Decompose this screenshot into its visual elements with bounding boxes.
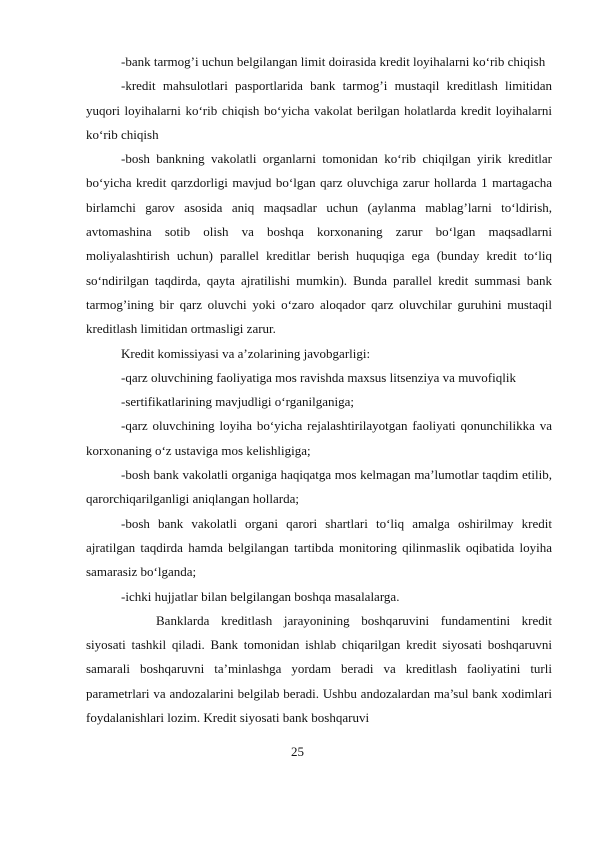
list-item-license: -qarz oluvchining faoliyatiga mos ravishda maxsus litsenziya va muvofiqlik — [121, 369, 516, 385]
page-number: 25 — [291, 744, 304, 759]
list-item-decision-conditions: -bosh bank vakolatli organi qarori shartlari to‘liq amalga oshirilmay kredit ajratilgan taqdirda hamda belgilangan tartibda monitoring qilinmaslik oqibatida loyiha samarasiz bo‘lganda; — [86, 515, 552, 580]
list-item-internal-documents: -ichki hujjatlar bilan belgilangan boshqa masalalarga. — [121, 588, 400, 604]
paragraph-bank-network-limit: -bank tarmog’i uchun belgilangan limit doirasida kredit loyihalarni ko‘rib chiqish — [121, 54, 546, 69]
section-heading-committee-responsibility: Kredit komissiyasi va a’zolarining javobgarligi: — [121, 345, 371, 361]
list-item-false-information: -bosh bank vakolatli organiga haqiqatga mos kelmagan ma’lumotlar taqdim etilib, qarorchiqarilganligi aniqlangan hollarda; — [86, 467, 552, 507]
paragraph-credit-policy: Banklarda kreditlash jarayonining boshqaruvini fundamentini kredit siyosati tashkil qiladi. Bank tomonidan ishlab chiqarilgan kredit siyosati boshqaruvni samarali boshqaruvni ta’minlashga yordam beradi va kreditlash faoliyatini turli parametrlari va andozalarini belgilab beradi. Ushbu andozalardan ma’sul bank xodimlari foydalanishlari lozim. Kredit siyosati bank boshqaruvi — [86, 612, 552, 726]
page-body — [86, 50, 552, 730]
list-item-legislation-compliance: -qarz oluvchining loyiha bo‘yicha rejalashtirilayotgan faoliyati qonunchilikka va korxonaning o‘z ustaviga mos kelishligiga; — [86, 418, 552, 458]
paragraph-parallel-credits: -bosh bankning vakolatli organlarni tomonidan ko‘rib chiqilgan yirik kreditlar bo‘yicha kredit qarzdorligi mavjud bo‘lgan qarz oluvchiga zarur hollarda 1 martagacha birlamchi garov asosida aniq maqsadlar uchun (aylanma mablag’larni to‘ldirish, avtomashina sotib olish va boshqa korxonaning zarur bo‘lgan maqsadlarni moliyalashtirish uchun) parallel kreditlar berish huquqiga ega (bunday kredit to‘liq so‘ndirilgan taqdirda, qayta ajratilishi mumkin). Bunda parallel kredit summasi bank tarmog’ining bir qarz oluvchi yoki o‘zaro aloqador qarz oluvchilar guruhini mustaqil kreditlash limitidan ortmasligi zarur. — [86, 151, 552, 337]
paragraph-product-passport: -kredit mahsulotlari pasportlarida bank tarmog’i mustaqil kreditlash limitidan yuqori loyihalarni ko‘rib chiqish bo‘yicha vakolat berilgan holatlarda kredit loyihalarni ko‘rib chiqish — [86, 78, 552, 142]
list-item-certificates: -sertifikatlarining mavjudligi o‘rganilganiga; — [121, 394, 354, 410]
